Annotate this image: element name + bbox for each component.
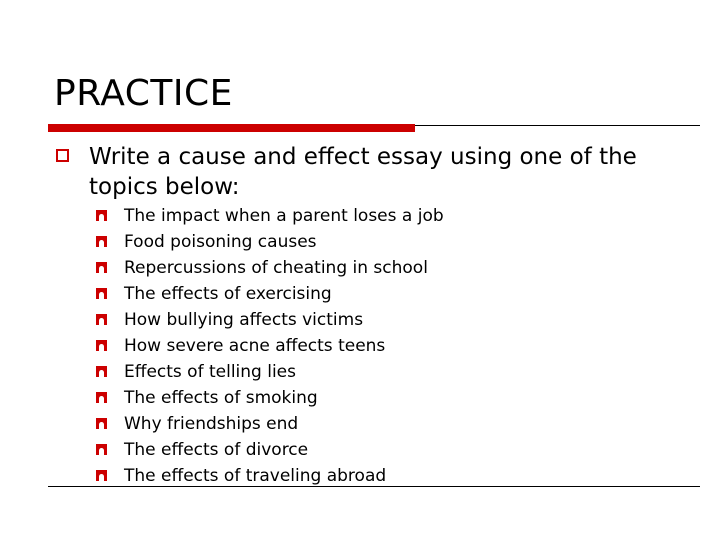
n-glyph-bullet-icon xyxy=(96,236,107,247)
n-glyph-bullet-icon xyxy=(96,210,107,221)
slide-title: PRACTICE xyxy=(54,73,233,114)
footer-divider-line xyxy=(48,486,700,487)
topic-text: The effects of smoking xyxy=(124,388,318,408)
n-glyph-bullet-icon xyxy=(96,366,107,377)
topic-text: The effects of traveling abroad xyxy=(124,466,387,486)
hollow-square-bullet-icon xyxy=(56,149,69,162)
n-glyph-bullet-icon xyxy=(96,262,107,273)
topic-text: How severe acne affects teens xyxy=(124,336,386,356)
n-glyph-bullet-icon xyxy=(96,444,107,455)
topic-text: Why friendships end xyxy=(124,414,299,434)
title-accent-bar xyxy=(48,124,415,132)
topic-text: The impact when a parent loses a job xyxy=(124,206,444,226)
topic-text: Effects of telling lies xyxy=(124,362,297,382)
topic-text: Food poisoning causes xyxy=(124,232,317,252)
n-glyph-bullet-icon xyxy=(96,340,107,351)
topic-text: How bullying affects victims xyxy=(124,310,364,330)
topic-text: The effects of exercising xyxy=(124,284,332,304)
topic-text: The effects of divorce xyxy=(124,440,309,460)
n-glyph-bullet-icon xyxy=(96,470,107,481)
n-glyph-bullet-icon xyxy=(96,392,107,403)
n-glyph-bullet-icon xyxy=(96,314,107,325)
main-bullet-text: Write a cause and effect essay using one of the topics below: xyxy=(89,144,637,200)
n-glyph-bullet-icon xyxy=(96,288,107,299)
n-glyph-bullet-icon xyxy=(96,418,107,429)
topic-text: Repercussions of cheating in school xyxy=(124,258,428,278)
